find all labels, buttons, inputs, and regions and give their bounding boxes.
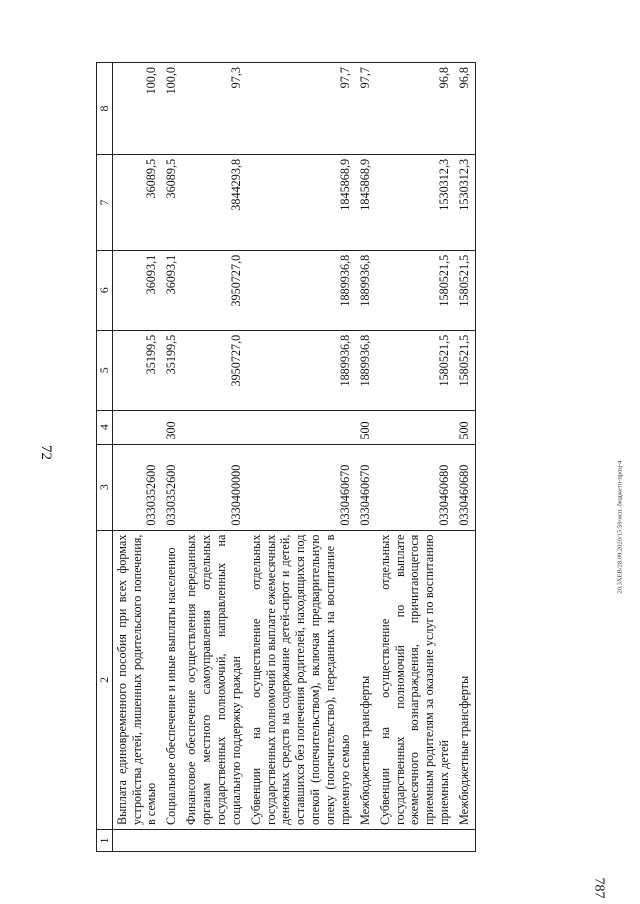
refined-value: 36093,1 bbox=[162, 250, 182, 330]
item-name: Социальное обеспечение и иные выплаты населению bbox=[162, 530, 182, 829]
expense-type bbox=[247, 410, 356, 444]
target-code: 0330460680 bbox=[376, 444, 455, 530]
row-index bbox=[112, 830, 162, 852]
executed-value: 1845868,9 bbox=[356, 154, 376, 250]
column-header: 3 bbox=[97, 444, 113, 530]
column-header: 1 bbox=[97, 830, 113, 852]
column-header: 5 bbox=[97, 330, 113, 410]
target-code: 0330460670 bbox=[247, 444, 356, 530]
plan-value: 35199,5 bbox=[112, 330, 162, 410]
item-name: Субвенции на осуществление отдельных государственных полномочий по выплате ежемесячных денежных средств на содержание детей-сирот и детей, оставшихся без попечения родителей, находящихся под опекой (попечительством), включая предварительную опеку (попечительство), переданных на воспитание в приемную семью bbox=[247, 530, 356, 829]
percent-value: 97,3 bbox=[182, 63, 247, 155]
executed-value: 3844293,8 bbox=[182, 154, 247, 250]
executed-value: 1530312,3 bbox=[376, 154, 455, 250]
plan-value: 1580521,5 bbox=[455, 330, 475, 410]
row-index bbox=[455, 830, 475, 852]
plan-value: 1889936,8 bbox=[247, 330, 356, 410]
column-header: 4 bbox=[97, 410, 113, 444]
expense-type bbox=[112, 410, 162, 444]
executed-value: 36089,5 bbox=[162, 154, 182, 250]
percent-value: 100,0 bbox=[112, 63, 162, 155]
row-index bbox=[162, 830, 182, 852]
plan-value: 3950727,0 bbox=[182, 330, 247, 410]
refined-value: 1889936,8 bbox=[247, 250, 356, 330]
table-row bbox=[376, 63, 455, 852]
expense-type: 300 bbox=[162, 410, 182, 444]
table-row bbox=[356, 63, 376, 852]
refined-value: 36093,1 bbox=[112, 250, 162, 330]
row-index bbox=[356, 830, 376, 852]
refined-value: 1889936,8 bbox=[356, 250, 376, 330]
table-row bbox=[247, 63, 356, 852]
row-index bbox=[247, 830, 356, 852]
item-name: Выплата единовременного пособия при всех формах устройства детей, лишенных родительского попечения, в семью bbox=[112, 530, 162, 829]
target-code: 0330460670 bbox=[356, 444, 376, 530]
target-code: 0330352600 bbox=[162, 444, 182, 530]
budget-table bbox=[96, 62, 476, 852]
expense-type: 500 bbox=[455, 410, 475, 444]
percent-value: 96,8 bbox=[376, 63, 455, 155]
table-row bbox=[112, 63, 162, 852]
table-header-row bbox=[97, 63, 113, 852]
row-index bbox=[376, 830, 455, 852]
row-index bbox=[182, 830, 247, 852]
page-number: 72 bbox=[38, 445, 54, 460]
item-name: Субвенции на осуществление отдельных государственных полномочий по выплате ежемесячного вознаграждения, причитающегося приемным родителям за оказание услуг по воспитанию приемных детей bbox=[376, 530, 455, 829]
refined-value: 3950727,0 bbox=[182, 250, 247, 330]
expense-type: 500 bbox=[356, 410, 376, 444]
column-header: 6 bbox=[97, 250, 113, 330]
target-code: 0330400000 bbox=[182, 444, 247, 530]
table-row bbox=[455, 63, 475, 852]
executed-value: 36089,5 bbox=[112, 154, 162, 250]
target-code: 0330352600 bbox=[112, 444, 162, 530]
table-row bbox=[162, 63, 182, 852]
plan-value: 35199,5 bbox=[162, 330, 182, 410]
plan-value: 1580521,5 bbox=[376, 330, 455, 410]
column-header: 8 bbox=[97, 63, 113, 155]
item-name: Межбюджетные трансферты bbox=[455, 530, 475, 829]
column-header: 7 bbox=[97, 154, 113, 250]
percent-value: 97,7 bbox=[247, 63, 356, 155]
executed-value: 1845868,9 bbox=[247, 154, 356, 250]
sheet-number: 787 bbox=[591, 877, 607, 899]
percent-value: 100,0 bbox=[162, 63, 182, 155]
expense-type bbox=[182, 410, 247, 444]
item-name: Финансовое обеспечение осуществления переданных органам местного самоуправления отдельных государственных полномочий, направленных на социальную поддержку граждан bbox=[182, 530, 247, 829]
footer-stamp: 20.3ХЕВ/28.09.2020/15:59/исп. бюджетп-проц-4 bbox=[616, 460, 624, 594]
table-row bbox=[182, 63, 247, 852]
item-name: Межбюджетные трансферты bbox=[356, 530, 376, 829]
percent-value: 96,8 bbox=[455, 63, 475, 155]
budget-table-container bbox=[96, 62, 534, 852]
refined-value: 1580521,5 bbox=[376, 250, 455, 330]
column-header: 2 bbox=[97, 530, 113, 829]
refined-value: 1580521,5 bbox=[455, 250, 475, 330]
executed-value: 1530312,3 bbox=[455, 154, 475, 250]
expense-type bbox=[376, 410, 455, 444]
percent-value: 97,7 bbox=[356, 63, 376, 155]
target-code: 0330460680 bbox=[455, 444, 475, 530]
plan-value: 1889936,8 bbox=[356, 330, 376, 410]
